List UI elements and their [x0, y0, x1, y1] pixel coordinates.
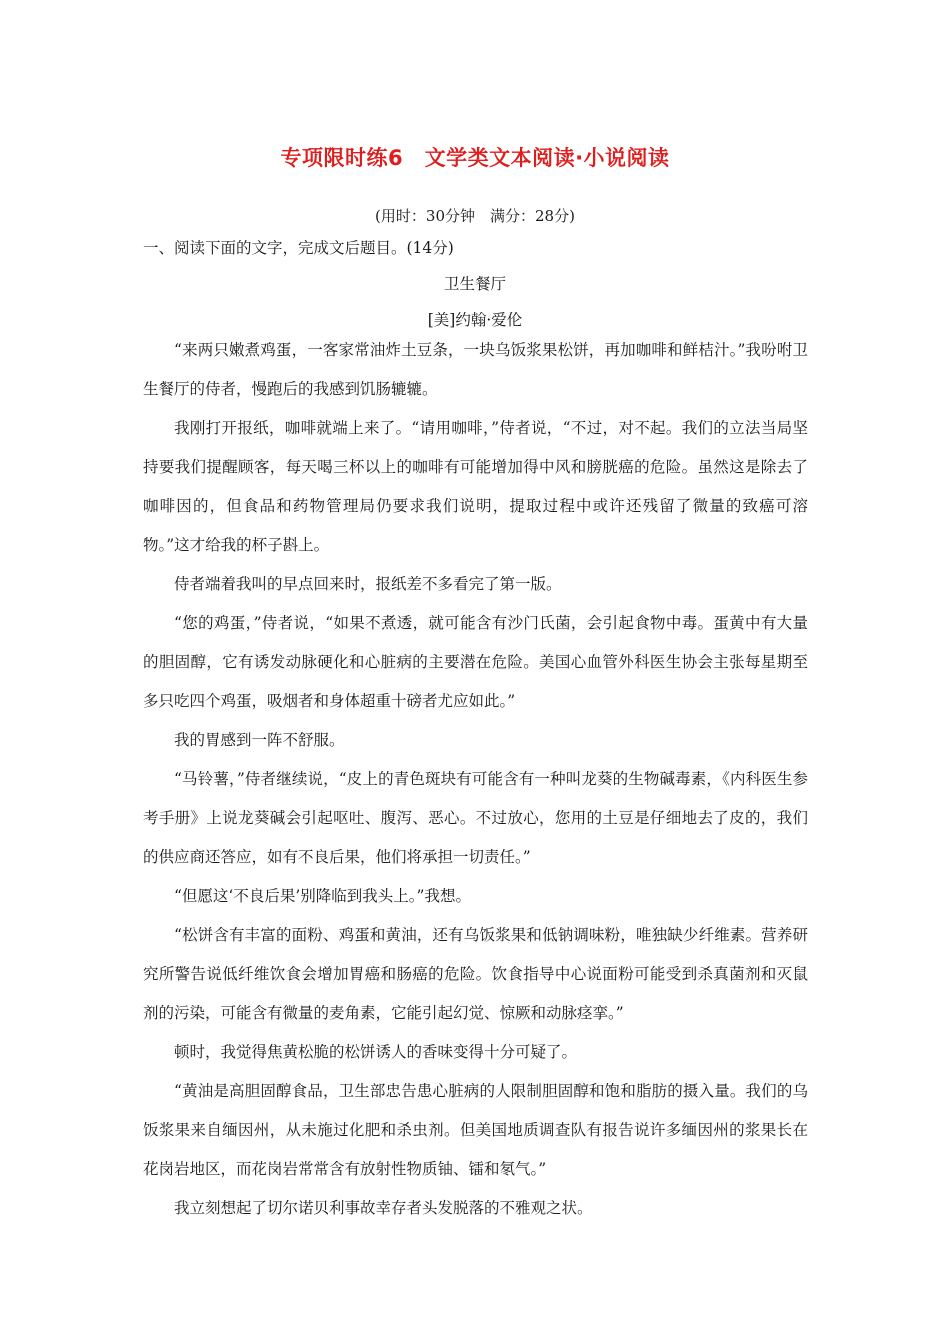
story-paragraph: “来两只嫩煮鸡蛋，一客家常油炸土豆条，一块乌饭浆果松饼，再加咖啡和鲜桔汁。”我吩咐卫生餐厅的侍者，慢跑后的我感到饥肠辘辘。: [143, 341, 808, 398]
story-paragraph: 侍者端着我叫的早点回来时，报纸差不多看完了第一版。: [174, 575, 562, 593]
story-paragraph: 我的胃感到一阵不舒服。: [174, 731, 345, 749]
story-paragraph: “黄油是高胆固醇食品，卫生部忠告患心脏病的人限制胆固醇和饱和脂肪的摄入量。我们的乌饭浆果来自缅因州，从未施过化肥和杀虫剂。但美国地质调查队有报告说许多缅因州的浆果长在花岗岩地区，而花岗岩常常含有放射性物质铀、镭和氡气。”: [143, 1082, 808, 1178]
story-author: [美]约翰·爱伦: [427, 311, 523, 329]
story-body: [143, 331, 808, 1228]
story-paragraph: “但愿这‘不良后果’别降临到我头上。”我想。: [174, 887, 471, 905]
story-paragraph: “松饼含有丰富的面粉、鸡蛋和黄油，还有乌饭浆果和低钠调味粉，唯独缺少纤维素。营养研究所警告说低纤维饮食会增加胃癌和肠癌的危险。饮食指导中心说面粉可能受到杀真菌剂和灭鼠剂的污染，可能含有微量的麦角素，它能引起幻觉、惊厥和动脉痉挛。”: [143, 926, 808, 1022]
story-title: 卫生餐厅: [443, 275, 506, 293]
story-paragraph: 我立刻想起了切尔诺贝利事故幸存者头发脱落的不雅观之状。: [174, 1199, 593, 1217]
story-paragraph: 顿时，我觉得焦黄松脆的松饼诱人的香味变得十分可疑了。: [174, 1043, 578, 1061]
story-paragraph: 我刚打开报纸，咖啡就端上来了。“请用咖啡，”侍者说，“不过，对不起。我们的立法当局坚持要我们提醒顾客，每天喝三杯以上的咖啡有可能增加得中风和膀胱癌的危险。虽然这是除去了咖啡因的，但食品和药物管理局仍要求我们说明，提取过程中或许还残留了微量的致癌可溶物。”这才给我的杯子斟上。: [143, 419, 808, 554]
page-title: 专项限时练6 文学类文本阅读·小说阅读: [280, 146, 670, 170]
story-paragraph: “马铃薯，”侍者继续说，“皮上的青色斑块有可能含有一种叫龙葵的生物碱毒素，《内科医生参考手册》上说龙葵碱会引起呕吐、腹泻、恶心。不过放心，您用的土豆是仔细地去了皮的，我们的供应商还答应，如有不良后果，他们将承担一切责任。”: [143, 770, 808, 866]
section-instruction: 一、阅读下面的文字，完成文后题目。(14分): [143, 239, 454, 257]
story-paragraph: “您的鸡蛋，”侍者说，“如果不煮透，就可能含有沙门氏菌，会引起食物中毒。蛋黄中有大量的胆固醇，它有诱发动脉硬化和心脏病的主要潜在危险。美国心血管外科医生协会主张每星期至多只吃四个鸡蛋，吸烟者和身体超重十磅者尤应如此。”: [143, 614, 808, 710]
time-score-info: (用时：30分钟 满分：28分): [375, 207, 575, 225]
